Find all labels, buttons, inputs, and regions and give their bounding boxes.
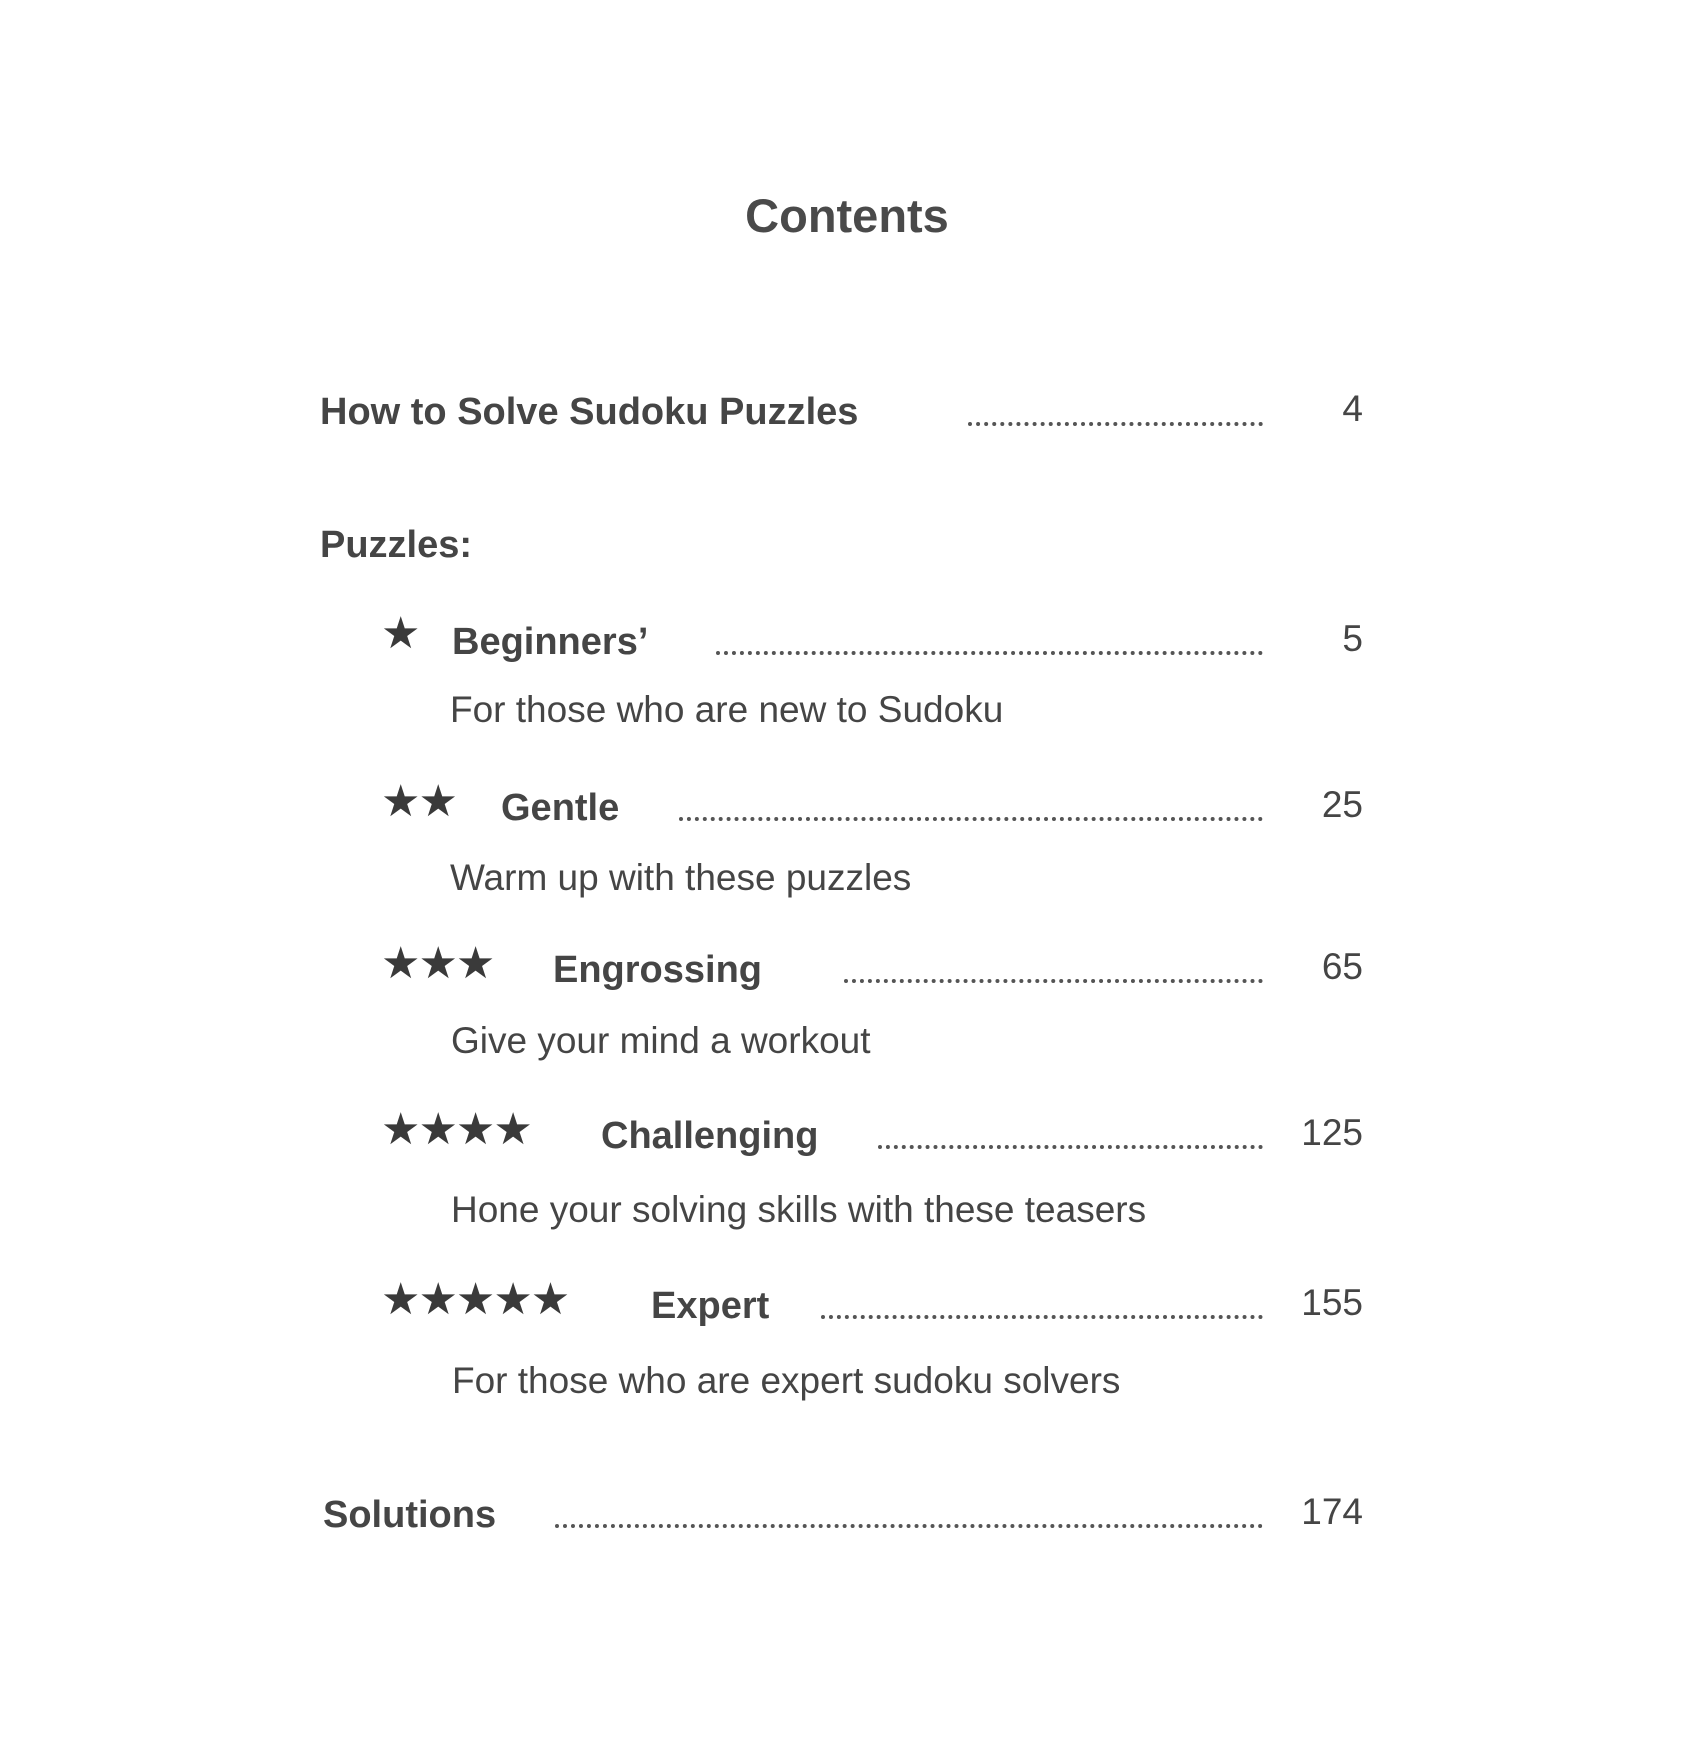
- level-description: Give your mind a workout: [451, 1020, 871, 1061]
- leader-dots: [821, 1311, 1263, 1319]
- leader-dots: [679, 813, 1263, 821]
- page-number: 155: [1301, 1282, 1363, 1323]
- page-number: 174: [1301, 1491, 1363, 1532]
- page-number: 5: [1342, 618, 1363, 659]
- toc-entry-challenging: Challenging: [601, 1115, 819, 1157]
- page-number: 4: [1342, 388, 1363, 429]
- page-number: 25: [1321, 784, 1363, 825]
- star-rating-icon: ★: [381, 609, 419, 658]
- star-rating-icon: ★★: [381, 777, 456, 826]
- leader-dots: [878, 1141, 1263, 1149]
- page-title: Contents: [745, 189, 949, 242]
- leader-dots: [968, 418, 1263, 426]
- leader-dots: [716, 647, 1263, 655]
- leader-dots: [844, 975, 1263, 983]
- star-rating-icon: ★★★: [381, 939, 494, 988]
- leader-dots: [555, 1520, 1263, 1528]
- level-description: Hone your solving skills with these teasers: [451, 1189, 1147, 1230]
- page-number: 125: [1301, 1112, 1363, 1153]
- star-rating-icon: ★★★★★: [381, 1275, 569, 1324]
- level-description: For those who are expert sudoku solvers: [452, 1360, 1121, 1401]
- level-description: Warm up with these puzzles: [450, 857, 912, 898]
- level-description: For those who are new to Sudoku: [450, 689, 1004, 730]
- page-number: 65: [1321, 946, 1363, 987]
- star-rating-icon: ★★★★: [381, 1105, 531, 1154]
- toc-entry-expert: Expert: [651, 1285, 770, 1327]
- toc-entry-solutions: Solutions: [323, 1494, 497, 1536]
- toc-entry-gentle: Gentle: [501, 787, 620, 829]
- puzzles-heading: Puzzles:: [320, 524, 473, 566]
- toc-entry-beginners: Beginners’: [452, 621, 649, 663]
- toc-entry-how-to-solve: How to Solve Sudoku Puzzles: [320, 391, 859, 433]
- toc-entry-engrossing: Engrossing: [553, 949, 763, 991]
